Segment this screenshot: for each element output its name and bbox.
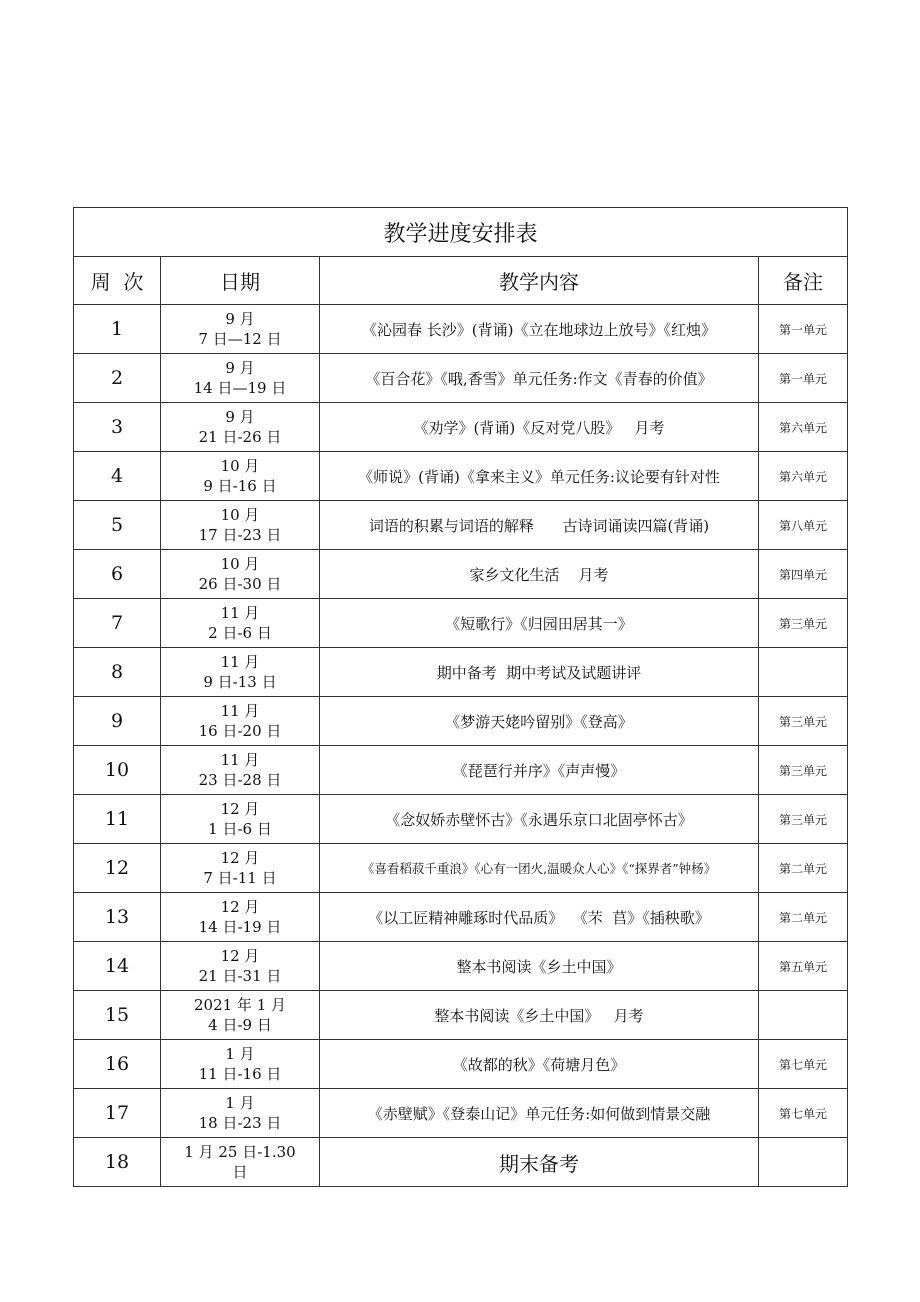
table-row [74,550,848,599]
week-cell: 6 [74,550,161,599]
date-month: 12 月 [220,898,260,916]
content-cell: 《琵琶行并序》《声声慢》 [320,746,759,795]
date-cell [161,942,320,991]
note-cell: 第七单元 [759,1089,848,1138]
week-cell: 15 [74,991,161,1040]
date-days: 2 日-6 日 [208,624,272,642]
week-cell: 17 [74,1089,161,1138]
week-cell: 2 [74,354,161,403]
date-cell [161,746,320,795]
header-content: 教学内容 [320,257,759,305]
note-cell: 第一单元 [759,354,848,403]
header-note: 备注 [759,257,848,305]
content-cell: 《故都的秋》《荷塘月色》 [320,1040,759,1089]
week-cell: 9 [74,697,161,746]
date-cell [161,305,320,354]
date-days: 21 日-26 日 [198,428,282,446]
date-cell [161,1138,320,1187]
date-days: 4 日-9 日 [208,1016,272,1034]
date-days: 23 日-28 日 [198,771,282,789]
date-cell [161,991,320,1040]
content-cell: 《百合花》《哦,香雪》单元任务:作文《青春的价值》 [320,354,759,403]
note-cell: 第三单元 [759,746,848,795]
table-row [74,844,848,893]
date-cell [161,354,320,403]
week-cell: 14 [74,942,161,991]
week-cell: 11 [74,795,161,844]
note-cell: 第二单元 [759,893,848,942]
table-row [74,746,848,795]
date-month: 12 月 [220,947,260,965]
date-days: 7 日-11 日 [203,869,277,887]
date-month: 10 月 [220,506,260,524]
date-cell [161,697,320,746]
content-cell: 《念奴娇赤壁怀古》《永遇乐京口北固亭怀古》 [320,795,759,844]
content-cell: 家乡文化生活 月考 [320,550,759,599]
date-month: 12 月 [220,800,260,818]
content-cell: 期中备考 期中考试及试题讲评 [320,648,759,697]
date-month: 9 月 [225,359,255,377]
date-days: 14 日—19 日 [193,379,287,397]
content-cell: 《师说》(背诵)《拿来主义》单元任务:议论要有针对性 [320,452,759,501]
note-cell: 第四单元 [759,550,848,599]
content-cell: 《短歌行》《归园田居其一》 [320,599,759,648]
table-row [74,648,848,697]
date-cell [161,452,320,501]
date-days: 11 日-16 日 [198,1065,282,1083]
date-cell [161,1089,320,1138]
note-cell [759,648,848,697]
week-cell: 13 [74,893,161,942]
table-row [74,942,848,991]
table-row [74,1040,848,1089]
note-cell [759,991,848,1040]
week-cell: 4 [74,452,161,501]
schedule-table [73,207,848,1187]
date-days: 日 [232,1163,248,1181]
date-month: 11 月 [220,604,260,622]
date-month: 10 月 [220,457,260,475]
note-cell: 第七单元 [759,1040,848,1089]
table-row [74,893,848,942]
date-cell [161,844,320,893]
header-date: 日期 [161,257,320,305]
date-month: 1 月 [225,1045,255,1063]
note-cell [759,1138,848,1187]
date-days: 7 日—12 日 [198,330,282,348]
date-cell [161,599,320,648]
table-row [74,501,848,550]
content-cell: 整本书阅读《乡土中国》 [320,942,759,991]
date-days: 17 日-23 日 [198,526,282,544]
content-cell: 《赤壁赋》《登泰山记》单元任务:如何做到情景交融 [320,1089,759,1138]
week-cell: 7 [74,599,161,648]
week-cell: 10 [74,746,161,795]
table-title: 教学进度安排表 [74,208,848,257]
week-cell: 1 [74,305,161,354]
note-cell: 第三单元 [759,795,848,844]
note-cell: 第三单元 [759,697,848,746]
date-month: 2021 年 1 月 [193,996,287,1014]
date-cell [161,795,320,844]
content-cell: 词语的积累与词语的解释 古诗词诵读四篇(背诵) [320,501,759,550]
table-row [74,599,848,648]
date-cell [161,1040,320,1089]
content-cell: 《劝学》(背诵)《反对党八股》 月考 [320,403,759,452]
date-days: 18 日-23 日 [198,1114,282,1132]
content-cell: 整本书阅读《乡土中国》 月考 [320,991,759,1040]
week-cell: 12 [74,844,161,893]
table-row [74,452,848,501]
table-row [74,403,848,452]
date-days: 16 日-20 日 [198,722,282,740]
content-cell: 《喜看稻菽千重浪》《心有一团火,温暖众人心》《“探界者”钟杨》 [320,844,759,893]
note-cell: 第八单元 [759,501,848,550]
content-cell: 期末备考 [320,1138,759,1187]
table-row [74,354,848,403]
header-row [74,257,848,305]
date-month: 11 月 [220,702,260,720]
date-month: 1 月 25 日-1.30 [184,1143,296,1161]
date-month: 11 月 [220,653,260,671]
content-cell: 《梦游天姥吟留别》《登高》 [320,697,759,746]
date-month: 10 月 [220,555,260,573]
note-cell: 第六单元 [759,403,848,452]
date-days: 1 日-6 日 [208,820,272,838]
date-cell [161,648,320,697]
header-week: 周 次 [74,257,161,305]
table-row [74,1089,848,1138]
date-cell [161,550,320,599]
note-cell: 第三单元 [759,599,848,648]
table-row [74,1138,848,1187]
table-row [74,795,848,844]
week-cell: 3 [74,403,161,452]
week-cell: 8 [74,648,161,697]
date-month: 9 月 [225,310,255,328]
date-month: 11 月 [220,751,260,769]
date-month: 1 月 [225,1094,255,1112]
date-month: 9 月 [225,408,255,426]
note-cell: 第五单元 [759,942,848,991]
content-cell: 《以工匠精神雕琢时代品质》 《芣 苢》《插秧歌》 [320,893,759,942]
table-row [74,305,848,354]
table-row [74,991,848,1040]
note-cell: 第二单元 [759,844,848,893]
week-cell: 18 [74,1138,161,1187]
date-days: 9 日-13 日 [203,673,277,691]
content-cell: 《沁园春 长沙》(背诵)《立在地球边上放号》《红烛》 [320,305,759,354]
week-cell: 16 [74,1040,161,1089]
date-days: 9 日-16 日 [203,477,277,495]
date-days: 14 日-19 日 [198,918,282,936]
date-days: 26 日-30 日 [198,575,282,593]
date-cell [161,403,320,452]
note-cell: 第六单元 [759,452,848,501]
week-cell: 5 [74,501,161,550]
date-cell [161,501,320,550]
date-month: 12 月 [220,849,260,867]
date-cell [161,893,320,942]
title-row [74,208,848,257]
date-days: 21 日-31 日 [198,967,282,985]
table-row [74,697,848,746]
note-cell: 第一单元 [759,305,848,354]
